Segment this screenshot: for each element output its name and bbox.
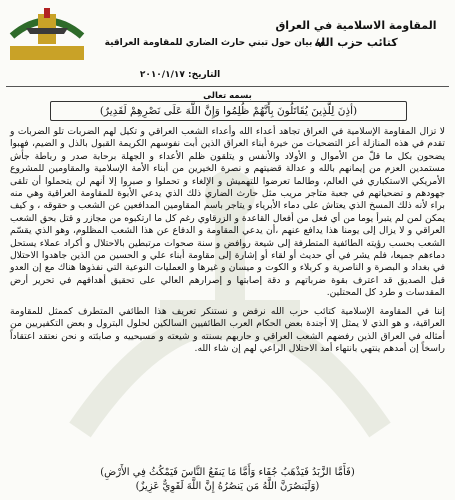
paragraph-2: إننا في المقاومة الإسلامية كتائب حزب الله نرفض و نستنكر تعريف هذا الطائفي المتطرف كممثل للمقاومة العراقية، و هو الذي لا يمثل إلا أجندة بعض الحكام العرب الطائفيين السالكين لحلول البترول و بعض التكفيريين من أمثاله في العراق الذين رفضهم الشعب العراقي و حاربهم بسنته و شيعته و مسيحييه و صابئته و نحن نعتقد اعتقاداً راسخاً إن أمدهم ينتهي بانتهاء أمد الاحتلال الراعي لهم إن شاء الله.: [10, 305, 445, 354]
statement-body: [10, 126, 445, 361]
paragraph-1: لا تزال المقاومة الإسلامية في العراق تجاهد أعداء الله وأعداء الشعب العراقي و تكيل لهم الضربات تلو الضربات و تقدم في هذه المنازلة أعز التضحيات من خيرة أبناء العراق الذين أبت نفوسهم الكريمة القبول بالذل و الضيم، فهبوا يضحون بكل ما قلّ من الأموال و الأولاد والأنفس و يتلقون ظلم الأعداء و الجهلة برحابة صدر و رباطة جأش مستمدين العزم من إيمانهم بالله و عدالة قضيتهم و نصرة الخيرين من أبناء الأمة الإسلامية والمقاومين للمشروع الأمريكي الاستكباري في العالم، وطالما تعرضوا للتهميش و الإلغاء و تحملوا و صبروا إلا أنهم لن يتحملوا أن تلقى جهودهم و تضحياتهم في جعبة متاجر مريب مثل حارث الضاري ذلك الذي يدعي الأبوة للمقاومة العراقية وهي منه براء لأنه ذلك المسخ الذي يعتاش على دماء الأبرياء و يتاجر باسم المقاومين المدافعين عن الشعب و حقوقه ، و كيف يمكن لمن لم يتبرأ يوما من أي فعل من أفعال القاعدة و الزرقاوي رغم كل ما ارتكبوه من مجازر و قتل بحق الشعب العراقي و لا يزال إلى يومنا هذا يدافع عنهم ،أن يدعي المقاومة و الدفاع عن هذا الشعب المظلوم، وهو الذي يقسّم الشعب بحسب رؤيته الطائفية المتطرفة إلى شيعة روافض و سنة صحوات مرتبطين بالاحتلال و أكراد عملاء يستحل دماءهم جميعا، فلم يشر في أي حديث أو لقاء أو إشارة إلى مقاومة أبناء علي و الحسين من الذين جاهدوا الاحتلال في بغداد و البصرة و الناصرية و كربلاء و الكوت و ميسان و غيرها و العمليات النوعية التي نفذوها هناك مع إن العدو قبل الصديق قد اعترف بقوة ضرباتهم و دقة إصابتها و إصرارهم العالي على تحقيق أهدافهم في تحرير أرض المقدسات و طرد كل المحتلين.: [10, 126, 445, 299]
closing-verse-2: (وَلَيَنصُرَنَّ اللَّهُ مَن يَنصُرُهُ إِنَّ اللَّهَ لَقَوِيٌّ عَزِيزٌ): [135, 481, 320, 492]
header-divider: [6, 86, 449, 87]
bismillah: بسمه تعالى: [203, 91, 252, 101]
opening-verse: (أذِنَ لِلَّذِينَ يُقَاتَلُونَ بِأَنَّهُمْ ظُلِمُوا وَإِنَّ اللَّهَ عَلَى نَصْرِهِمْ لَقَدِيرٌ): [50, 101, 407, 121]
org-name: كتائب حزب الله: [314, 35, 398, 49]
org-line: المقاومة الاسلامية في العراق: [275, 19, 437, 32]
subject-line: م/ بيان حول تبني حارث الضاري للمقاومة العراقية: [104, 38, 326, 48]
kataib-logo: [6, 6, 88, 64]
date-line: التاريخ: ٢٠١٠/١/١٧: [139, 70, 221, 80]
closing-verse-1: (فَأَمَّا الزَّبَدُ فَيَذْهَبُ جُفَاء وَأَمَّا مَا يَنفَعُ النَّاسَ فَيَمْكُثُ فِي الأَرْضِ): [100, 467, 355, 478]
closing-verses: [20, 466, 435, 494]
